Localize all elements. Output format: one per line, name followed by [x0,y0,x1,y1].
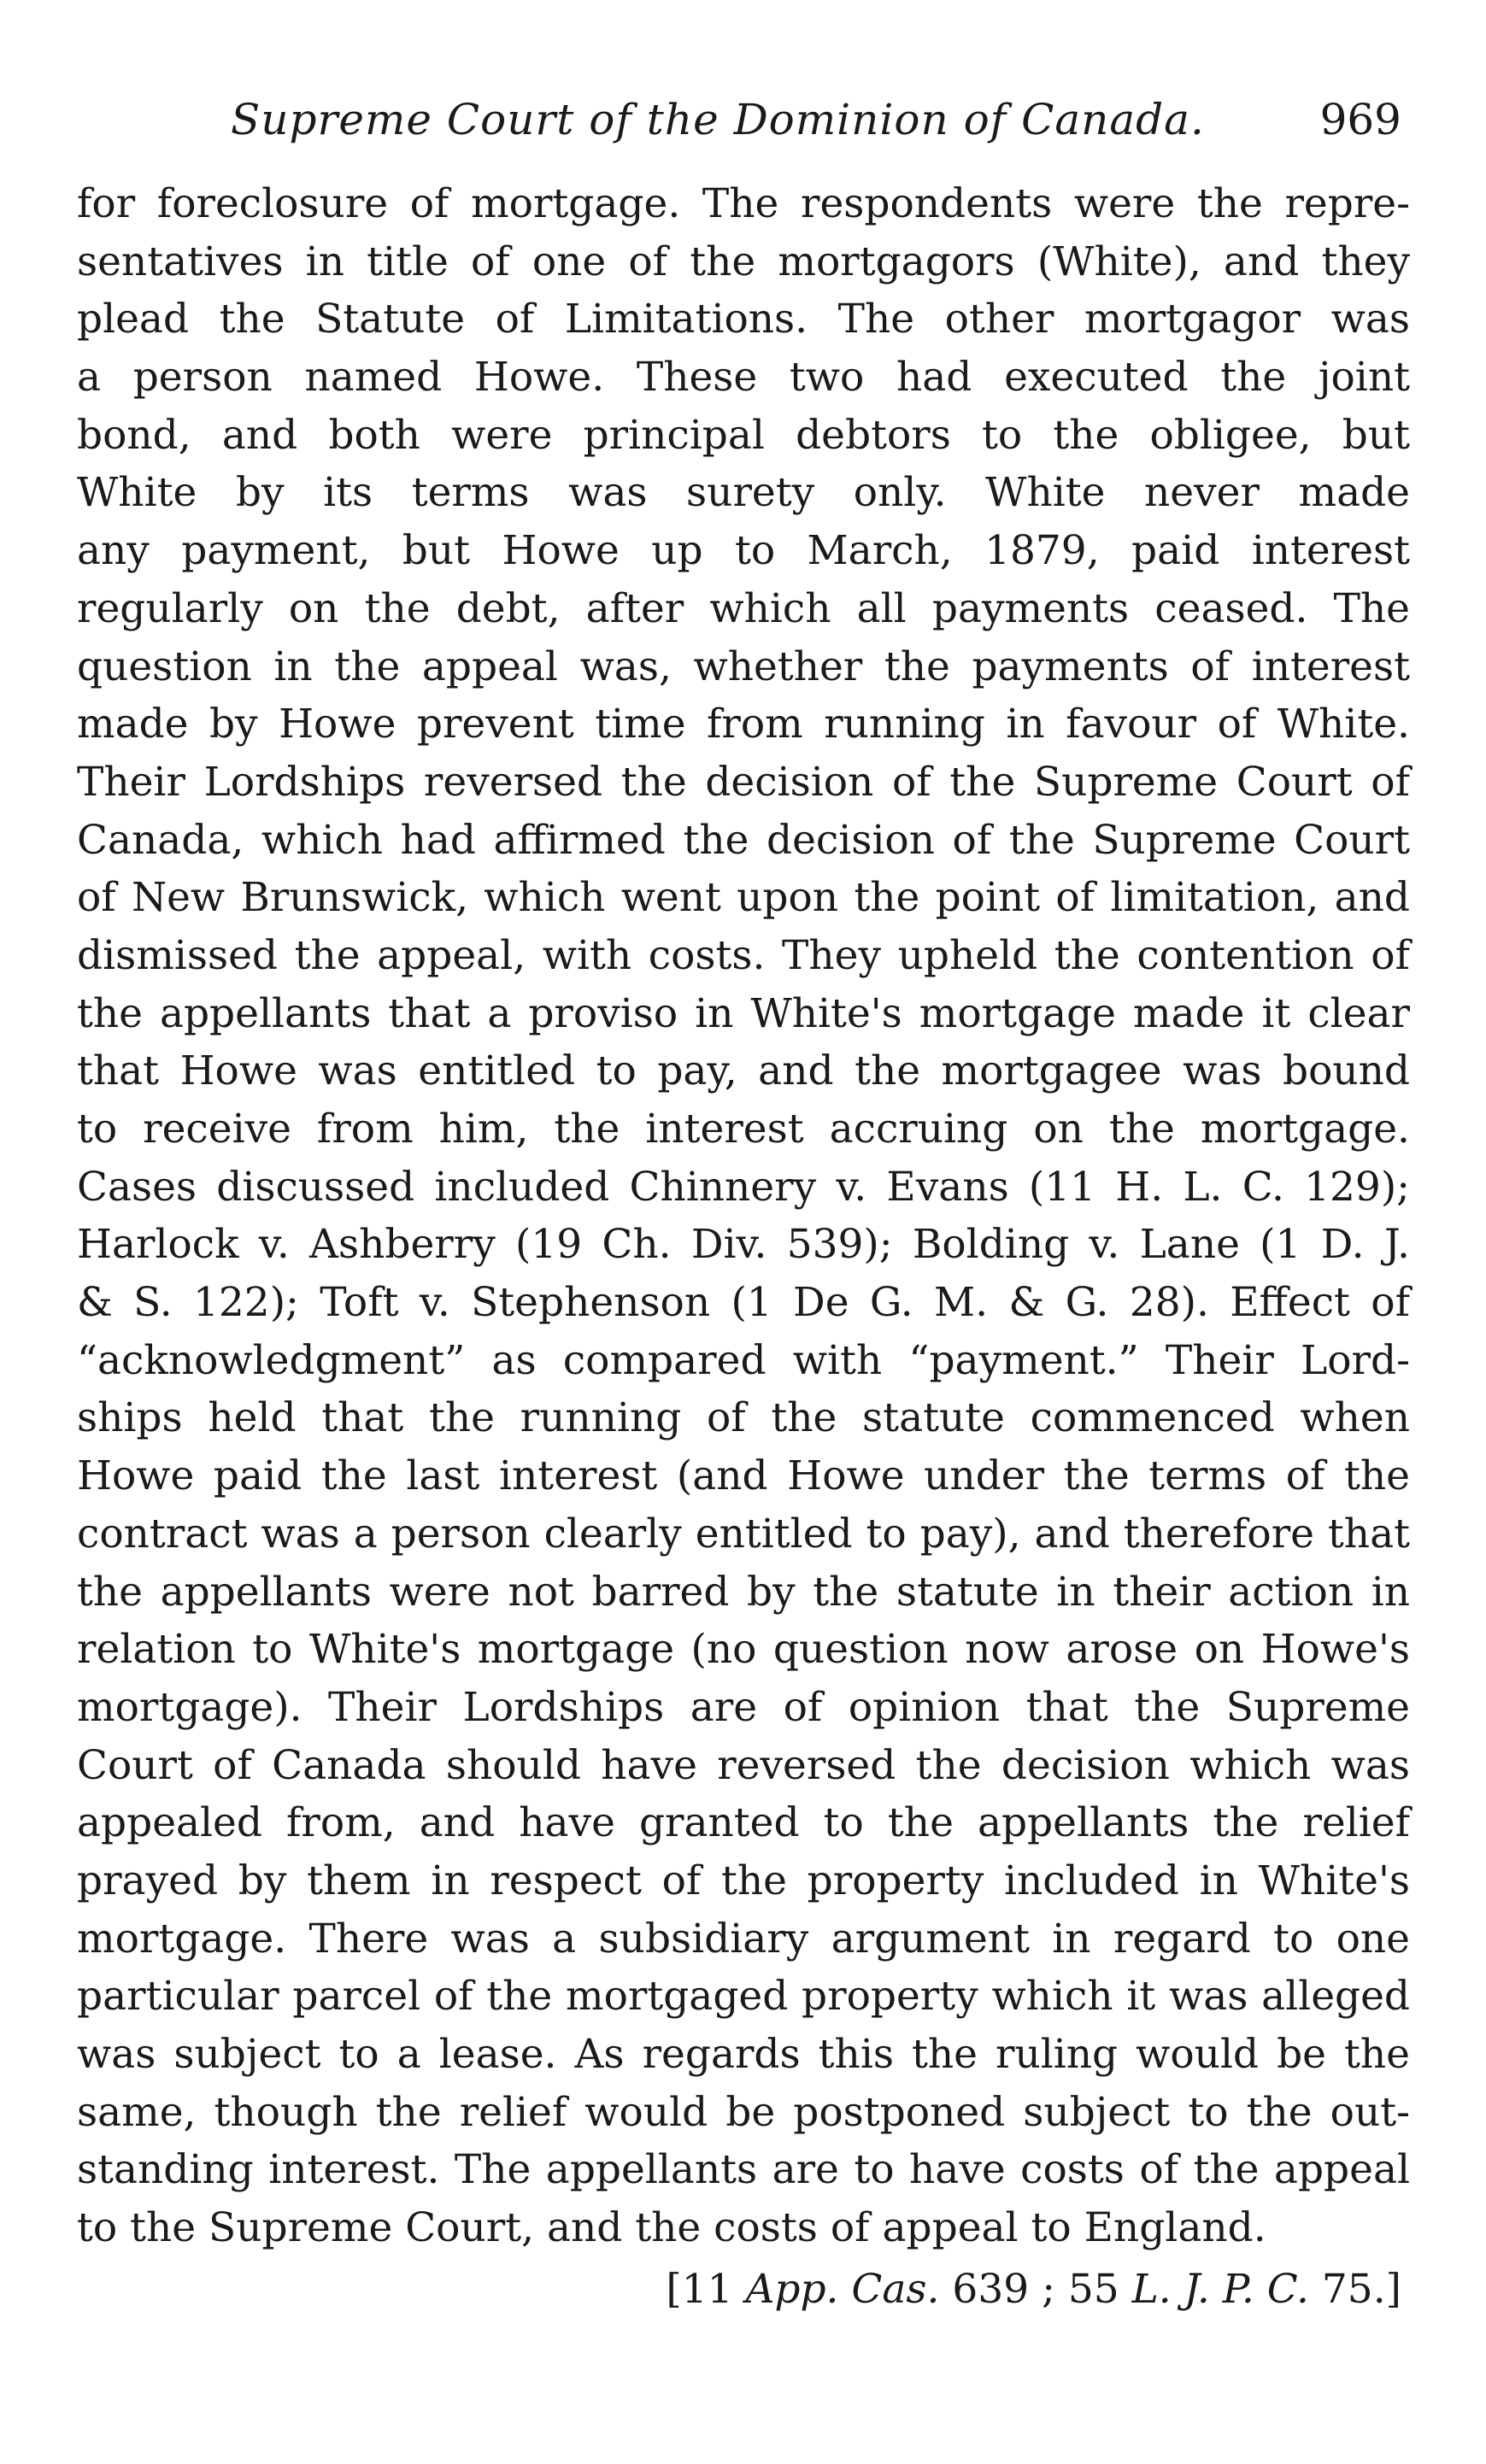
citation-page-1: 639 ; 55 [939,2265,1132,2313]
text-line: Cases discussed included Chinnery v. Evans (11 H. L. C. 129); [77,1163,1410,1211]
text-line: sentatives in title of one of the mortgagors (White), and they [77,238,1410,285]
text-line: ships held that the running of the statute commenced when [77,1394,1410,1442]
citation [77,2261,1410,2319]
citation-reporter-app-cas: App. Cas. [745,2265,940,2313]
text-line: for foreclosure of mortgage. The respondents were the repre- [77,180,1410,227]
text-line: the appellants were not barred by the statute in their action in [77,1568,1410,1616]
text-line: standing interest. The appellants are to have costs of the appeal [77,2146,1410,2194]
text-line: that Howe was entitled to pay, and the mortgagee was bound [77,1047,1410,1095]
text-line: to the Supreme Court, and the costs of appeal to England. [77,2204,1266,2252]
running-title: Supreme Court of the Dominion of Canada. [231,95,1205,144]
text-line: “acknowledgment” as compared with “payment.” Their Lord- [77,1336,1410,1384]
text-line: Court of Canada should have reversed the decision which was [77,1741,1410,1789]
text-line: the appellants that a proviso in White's mortgage made it clear [77,989,1410,1037]
text-line: Canada, which had affirmed the decision of the Supreme Court [77,816,1410,864]
text-line: Harlock v. Ashberry (19 Ch. Div. 539); Bolding v. Lane (1 D. J. [77,1221,1410,1269]
text-line: dismissed the appeal, with costs. They upheld the contention of [77,931,1410,979]
citation-page-2: 75. [1308,2265,1386,2313]
citation-close-bracket: ] [1385,2265,1401,2313]
text-line: of New Brunswick, which went upon the point of limitation, and [77,874,1410,922]
text-line: contract was a person clearly entitled to pay), and therefore that [77,1510,1410,1558]
text-line: White by its terms was surety only. White never made [77,469,1410,517]
text-line: was subject to a lease. As regards this the ruling would be the [77,2031,1410,2078]
citation-volume: 11 [681,2265,746,2313]
text-line: & S. 122); Toft v. Stephenson (1 De G. M. & G. 28). Effect of [77,1279,1410,1327]
text-line: mortgage). Their Lordships are of opinion that the Supreme [77,1683,1410,1731]
text-line: prayed by them in respect of the property included in White's [77,1857,1410,1904]
text-line: mortgage. There was a subsidiary argument in regard to one [77,1915,1410,1962]
citation-open-bracket: [ [666,2265,682,2313]
document-page [77,85,1410,2319]
text-line: a person named Howe. These two had executed the joint [77,354,1410,402]
text-line: same, though the relief would be postponed subject to the out- [77,2088,1410,2136]
text-line: particular parcel of the mortgaged property which it was alleged [77,1973,1410,2021]
text-line: Their Lordships reversed the decision of the Supreme Court of [77,758,1410,806]
text-line: made by Howe prevent time from running in favour of White. [77,701,1410,748]
text-line: plead the Statute of Limitations. The other mortgagor was [77,296,1410,343]
page-number: 969 [1319,95,1401,144]
text-line: relation to White's mortgage (no question now arose on Howe's [77,1626,1410,1674]
text-line: bond, and both were principal debtors to the obligee, but [77,411,1410,459]
text-line: to receive from him, the interest accruing on the mortgage. [77,1106,1410,1153]
text-line: appealed from, and have granted to the appellants the relief [77,1799,1410,1847]
running-head [77,85,1410,154]
text-line: any payment, but Howe up to March, 1879, paid interest [77,527,1410,575]
text-line: question in the appeal was, whether the payments of interest [77,642,1410,690]
text-line: regularly on the debt, after which all payments ceased. The [77,584,1410,632]
citation-reporter-ljpc: L. J. P. C. [1131,2265,1309,2313]
text-line: Howe paid the last interest (and Howe under the terms of the [77,1452,1410,1500]
body-text [77,175,1410,2257]
